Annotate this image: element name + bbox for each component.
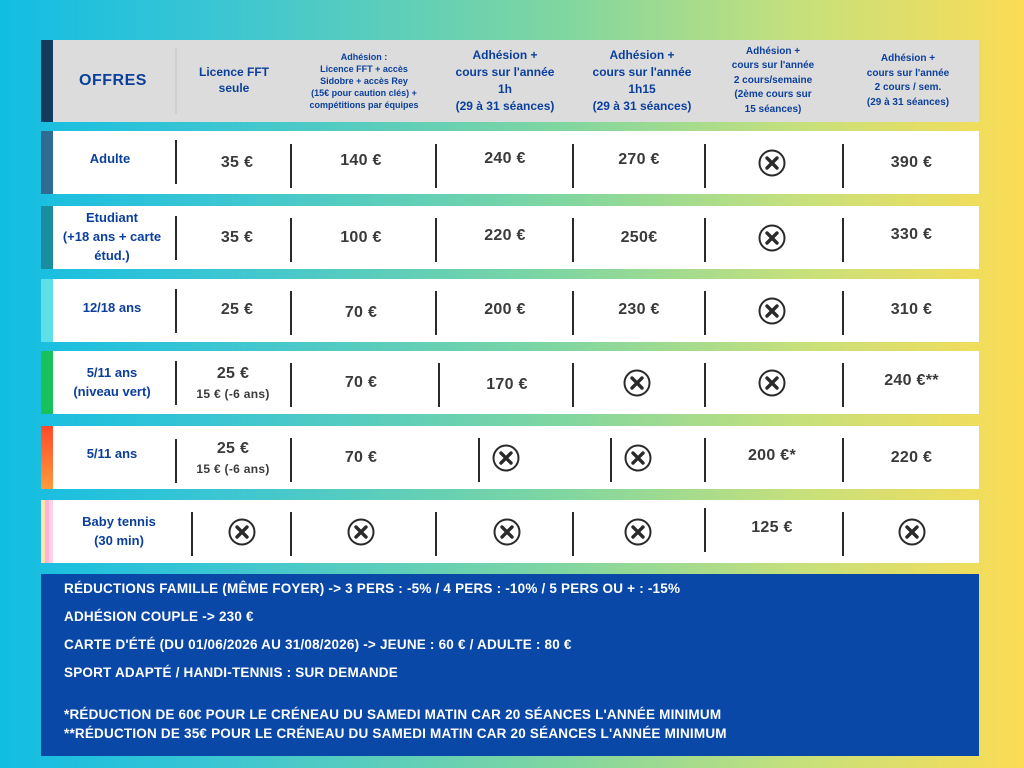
price-2-sem bbox=[844, 500, 979, 563]
x-circle-icon bbox=[493, 518, 521, 546]
price-1h: 170 € bbox=[486, 375, 528, 393]
accent-bar bbox=[41, 279, 53, 342]
accent-bar bbox=[41, 351, 53, 414]
category-label: Adulte bbox=[89, 151, 131, 167]
price-2-sem: 240 €** bbox=[884, 371, 939, 389]
price-adhesion: 140 € bbox=[340, 151, 382, 169]
price-adhesion: 70 € bbox=[344, 448, 378, 466]
price-adhesion: 100 € bbox=[340, 228, 382, 246]
price-2-week bbox=[706, 351, 838, 414]
category-label: 5/11 ans (niveau vert) bbox=[73, 364, 151, 399]
x-circle-icon bbox=[758, 369, 786, 397]
x-circle-icon bbox=[758, 297, 786, 325]
row-5-11 bbox=[41, 426, 979, 489]
header-offers-cell bbox=[53, 40, 173, 122]
price-2-sem: 330 € bbox=[890, 225, 933, 243]
price-1h bbox=[439, 500, 575, 563]
row-5-11-vert bbox=[41, 351, 979, 414]
x-circle-icon bbox=[623, 369, 651, 397]
header-row bbox=[41, 40, 979, 122]
row-etudiant bbox=[41, 206, 979, 269]
header-accent-bar bbox=[41, 40, 53, 122]
price-1h15 bbox=[574, 426, 702, 489]
x-circle-icon bbox=[758, 224, 786, 252]
info-footer bbox=[41, 574, 979, 756]
price-licence-sub: 15 € (-6 ans) bbox=[196, 386, 270, 401]
price-adhesion: 70 € bbox=[344, 373, 378, 391]
row-adulte bbox=[41, 131, 979, 194]
x-circle-icon bbox=[624, 518, 652, 546]
price-adhesion bbox=[293, 500, 429, 563]
accent-bar bbox=[41, 426, 53, 489]
x-circle-icon bbox=[624, 444, 652, 472]
price-1h15: 230 € bbox=[618, 300, 660, 318]
price-1h: 240 € bbox=[484, 149, 526, 167]
price-licence-sub: 15 € (-6 ans) bbox=[196, 461, 270, 476]
header-adhesion: Adhésion : Licence FFT + accès Sidobre + accès Rey (15€ pour caution clés) + compétitions par équipes bbox=[309, 51, 419, 111]
price-2-week: 200 €* bbox=[747, 446, 797, 464]
header-adhesion-2-sem: Adhésion + cours sur l'année 2 cours / sem. (29 à 31 séances) bbox=[866, 53, 950, 108]
row-12-18 bbox=[41, 279, 979, 342]
x-circle-icon bbox=[347, 518, 375, 546]
header-licence: Licence FFT seule bbox=[198, 65, 269, 95]
category-label: Baby tennis (30 min) bbox=[82, 513, 156, 548]
price-1h: 220 € bbox=[484, 226, 526, 244]
price-2-sem: 310 € bbox=[890, 300, 933, 318]
price-2-sem: 220 € bbox=[890, 448, 933, 466]
x-circle-icon bbox=[492, 444, 520, 472]
price-adhesion: 70 € bbox=[344, 303, 378, 321]
category-label: 12/18 ans bbox=[82, 300, 142, 316]
accent-bar bbox=[41, 131, 53, 194]
accent-bar bbox=[41, 206, 53, 269]
header-adhesion-2-week: Adhésion + cours sur l'année 2 cours/semaine (2ème cours sur 15 séances) bbox=[731, 45, 815, 115]
price-1h15 bbox=[574, 351, 700, 414]
x-circle-icon bbox=[228, 518, 256, 546]
category-label: Etudiant (+18 ans + carte étud.) bbox=[62, 210, 162, 263]
header-adhesion-1h: Adhésion + cours sur l'année 1h (29 à 31 séances) bbox=[455, 48, 555, 113]
price-2-sem: 390 € bbox=[890, 153, 933, 171]
price-licence bbox=[193, 500, 291, 563]
footnote-1: *RÉDUCTION DE 60€ POUR LE CRÉNEAU DU SAMEDI MATIN CAR 20 SÉANCES L'ANNÉE MINIMUM bbox=[64, 707, 722, 722]
x-circle-icon bbox=[758, 149, 786, 177]
category-label: 5/11 ans bbox=[86, 446, 138, 462]
family-discount: RÉDUCTIONS FAMILLE (MÊME FOYER) -> 3 PERS : -5% / 4 PERS : -10% / 5 PERS OU + : -15% bbox=[64, 581, 681, 596]
row-baby-tennis bbox=[41, 500, 979, 563]
price-1h15 bbox=[574, 500, 702, 563]
footnote-2: **RÉDUCTION DE 35€ POUR LE CRÉNEAU DU SAMEDI MATIN CAR 20 SÉANCES L'ANNÉE MINIMUM bbox=[64, 726, 727, 741]
header-adhesion-1h15: Adhésion + cours sur l'année 1h15 (29 à 31 séances) bbox=[592, 48, 692, 113]
price-2-week: 125 € bbox=[751, 518, 793, 536]
x-circle-icon bbox=[898, 518, 926, 546]
summer-card: CARTE D'ÉTÉ (DU 01/06/2026 AU 31/08/2026) -> JEUNE : 60 € / ADULTE : 80 € bbox=[64, 637, 572, 652]
couple-membership: ADHÉSION COUPLE -> 230 € bbox=[64, 609, 254, 624]
price-1h bbox=[439, 426, 573, 489]
price-1h15: 270 € bbox=[618, 150, 660, 168]
price-1h: 200 € bbox=[484, 300, 526, 318]
price-licence: 25 € 15 € (-6 ans) bbox=[196, 439, 270, 476]
price-1h15: 250€ bbox=[620, 228, 658, 246]
adapted-sport: SPORT ADAPTÉ / HANDI-TENNIS : SUR DEMANDE bbox=[64, 665, 398, 680]
price-licence: 35 € bbox=[220, 153, 254, 171]
price-licence: 35 € bbox=[220, 228, 254, 246]
price-2-week bbox=[706, 131, 838, 194]
price-licence: 25 € 15 € (-6 ans) bbox=[196, 364, 270, 401]
price-2-week bbox=[706, 279, 838, 342]
accent-bar bbox=[41, 500, 53, 563]
price-2-week bbox=[706, 206, 838, 269]
price-licence: 25 € bbox=[220, 300, 254, 318]
offers-title: OFFRES bbox=[79, 72, 147, 89]
